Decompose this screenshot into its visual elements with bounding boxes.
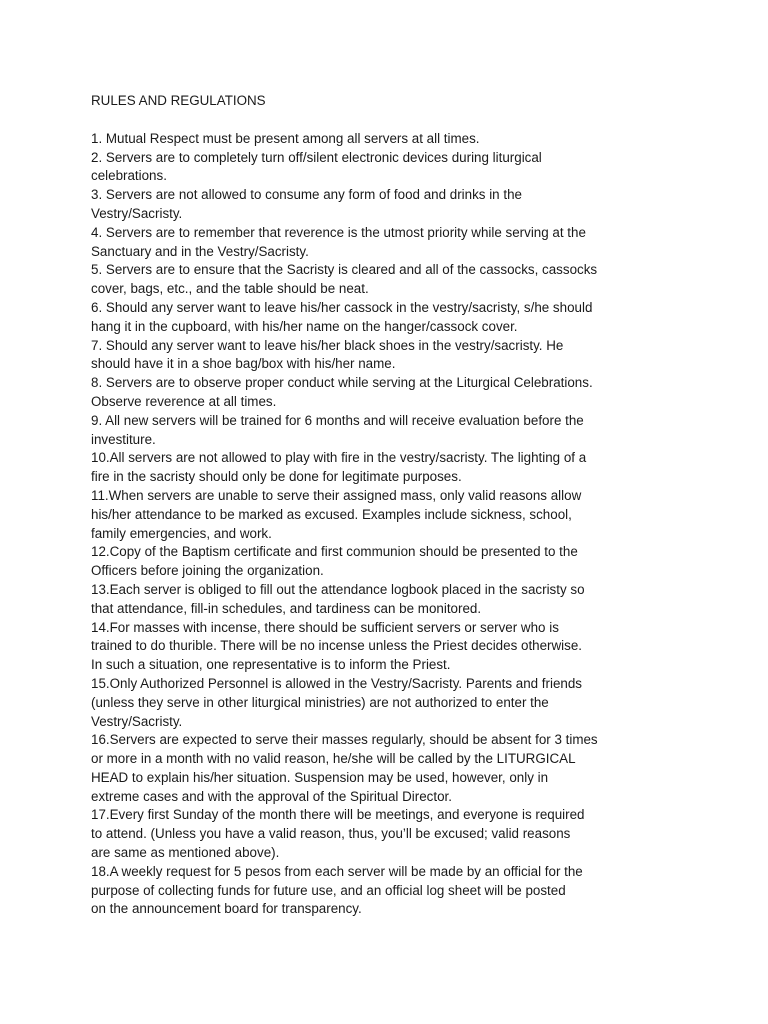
rule-text-line: (unless they serve in other liturgical ministries) are not authorized to enter the	[91, 694, 549, 710]
rule-text-line: 1. Mutual Respect must be present among all servers at all times.	[91, 130, 480, 146]
document-title: RULES AND REGULATIONS	[91, 93, 266, 108]
rule-text-line: 2. Servers are to completely turn off/silent electronic devices during liturgical	[91, 149, 542, 165]
rule-text-line: Sanctuary and in the Vestry/Sacristy.	[91, 243, 309, 259]
rule-text-line: are same as mentioned above).	[91, 845, 280, 861]
rule-text-line: family emergencies, and work.	[91, 525, 272, 541]
rule-text-line: hang it in the cupboard, with his/her name on the hanger/cassock cover.	[91, 318, 518, 334]
rule-text-line: investiture.	[91, 431, 156, 447]
rules-list	[91, 130, 621, 919]
rule-text-line: 15.Only Authorized Personnel is allowed in the Vestry/Sacristy. Parents and friends	[91, 675, 582, 691]
rule-text-line: celebrations.	[91, 168, 167, 184]
rule-text-line: 6. Should any server want to leave his/her cassock in the vestry/sacristy, s/he should	[91, 299, 593, 315]
rule-text-line: on the announcement board for transparency.	[91, 901, 362, 917]
rule-text-line: 4. Servers are to remember that reverence is the utmost priority while serving at the	[91, 224, 586, 240]
rule-text-line: 17.Every first Sunday of the month there will be meetings, and everyone is required	[91, 807, 585, 823]
rule-text-line: 16.Servers are expected to serve their masses regularly, should be absent for 3 times	[91, 732, 598, 748]
rule-text-line: extreme cases and with the approval of the Spiritual Director.	[91, 788, 452, 804]
rule-text-line: 18.A weekly request for 5 pesos from each server will be made by an official for the	[91, 863, 583, 879]
rule-text-line: his/her attendance to be marked as excused. Examples include sickness, school,	[91, 506, 572, 522]
rule-text-line: that attendance, fill-in schedules, and tardiness can be monitored.	[91, 600, 482, 616]
rule-text-line: trained to do thurible. There will be no incense unless the Priest decides otherwise.	[91, 638, 583, 654]
rule-text-line: Observe reverence at all times.	[91, 393, 277, 409]
rule-text-line: 9. All new servers will be trained for 6 months and will receive evaluation before the	[91, 412, 584, 428]
rule-text-line: HEAD to explain his/her situation. Suspension may be used, however, only in	[91, 769, 549, 785]
rule-text-line: 13.Each server is obliged to fill out the attendance logbook placed in the sacristy so	[91, 581, 585, 597]
rule-text-line: 7. Should any server want to leave his/her black shoes in the vestry/sacristy. He	[91, 337, 564, 353]
rule-text-line: Vestry/Sacristy.	[91, 205, 183, 221]
rule-text-line: 12.Copy of the Baptism certificate and first communion should be presented to the	[91, 544, 578, 560]
rule-text-line: purpose of collecting funds for future use, and an official log sheet will be posted	[91, 882, 566, 898]
rule-text-line: cover, bags, etc., and the table should be neat.	[91, 281, 369, 297]
rule-text-line: Vestry/Sacristy.	[91, 713, 183, 729]
document-page	[91, 92, 621, 919]
rule-text-line: 10.All servers are not allowed to play with fire in the vestry/sacristy. The lighting of a	[91, 450, 587, 466]
rule-text-line: 11.When servers are unable to serve their assigned mass, only valid reasons allow	[91, 487, 582, 503]
rule-text-line: 5. Servers are to ensure that the Sacristy is cleared and all of the cassocks, cassocks	[91, 262, 598, 278]
rule-text-line: Officers before joining the organization.	[91, 563, 324, 579]
rule-text-line: In such a situation, one representative is to inform the Priest.	[91, 657, 451, 673]
rule-text-line: fire in the sacristy should only be done for legitimate purposes.	[91, 469, 462, 485]
rule-text-line: 14.For masses with incense, there should be sufficient servers or server who is	[91, 619, 559, 635]
rule-text-line: or more in a month with no valid reason, he/she will be called by the LITURGICAL	[91, 751, 576, 767]
rule-text-line: 3. Servers are not allowed to consume any form of food and drinks in the	[91, 187, 522, 203]
rule-text-line: 8. Servers are to observe proper conduct while serving at the Liturgical Celebrations.	[91, 375, 593, 391]
rule-text-line: to attend. (Unless you have a valid reason, thus, you’ll be excused; valid reasons	[91, 826, 571, 842]
rule-text-line: should have it in a shoe bag/box with his/her name.	[91, 356, 396, 372]
